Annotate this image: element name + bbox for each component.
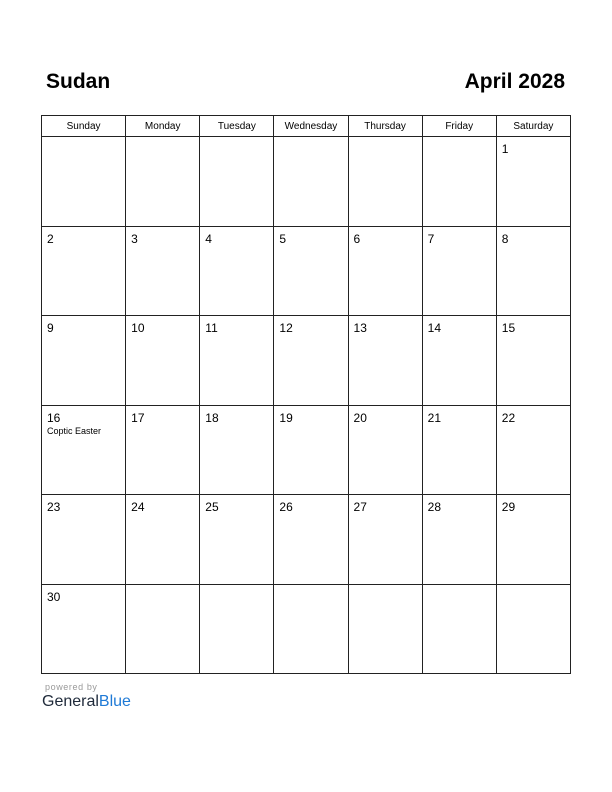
weekday-sunday: Sunday bbox=[42, 116, 126, 137]
day-number: 17 bbox=[131, 410, 145, 425]
day-cell bbox=[422, 316, 496, 406]
day-number: 24 bbox=[131, 500, 145, 514]
day-cell bbox=[200, 137, 274, 227]
day-number: 5 bbox=[279, 231, 287, 246]
day-number: 25 bbox=[205, 500, 219, 514]
day-cell bbox=[496, 405, 570, 495]
day-number: 4 bbox=[205, 231, 212, 246]
day-number: 11 bbox=[205, 321, 218, 335]
day-cell bbox=[348, 584, 422, 674]
day-number: 9 bbox=[47, 321, 54, 335]
day-cell bbox=[42, 495, 126, 585]
day-number: 23 bbox=[47, 500, 61, 514]
weekday-saturday: Saturday bbox=[496, 116, 570, 137]
day-cell bbox=[422, 405, 496, 495]
day-number: 10 bbox=[131, 321, 145, 335]
day-cell bbox=[348, 137, 422, 227]
day-cell bbox=[126, 316, 200, 406]
day-cell bbox=[126, 495, 200, 585]
day-cell bbox=[422, 584, 496, 674]
day-cell bbox=[422, 137, 496, 227]
day-cell bbox=[274, 584, 348, 674]
day-number: 29 bbox=[501, 500, 516, 514]
day-number: 15 bbox=[501, 321, 516, 335]
week-row bbox=[42, 495, 571, 585]
day-cell bbox=[42, 584, 126, 674]
weekday-header-row bbox=[42, 116, 571, 137]
week-row bbox=[42, 226, 571, 316]
brand-blue-text: Blue bbox=[98, 693, 131, 710]
day-cell bbox=[42, 405, 126, 495]
day-cell bbox=[200, 495, 274, 585]
day-cell bbox=[274, 226, 348, 316]
day-cell bbox=[274, 495, 348, 585]
day-cell bbox=[422, 226, 496, 316]
generalblue-logo[interactable] bbox=[42, 693, 131, 711]
day-cell bbox=[126, 584, 200, 674]
weekday-wednesday: Wednesday bbox=[274, 116, 348, 137]
calendar-grid bbox=[41, 115, 571, 674]
weekday-friday: Friday bbox=[422, 116, 496, 137]
day-cell bbox=[496, 584, 570, 674]
day-cell bbox=[348, 495, 422, 585]
day-cell bbox=[348, 405, 422, 495]
day-number: 1 bbox=[501, 142, 509, 156]
brand-general-text: General bbox=[42, 693, 99, 710]
day-cell bbox=[42, 226, 126, 316]
day-cell bbox=[274, 316, 348, 406]
day-cell bbox=[274, 137, 348, 227]
day-number: 19 bbox=[279, 410, 293, 425]
day-number: 27 bbox=[353, 500, 367, 514]
day-number: 18 bbox=[205, 410, 219, 425]
day-number: 14 bbox=[427, 321, 442, 335]
country-title: Sudan bbox=[46, 70, 111, 93]
day-number: 7 bbox=[427, 231, 435, 246]
week-row bbox=[42, 584, 571, 674]
day-number: 12 bbox=[279, 321, 293, 335]
day-cell bbox=[126, 405, 200, 495]
holiday-label: Coptic Easter bbox=[47, 425, 102, 436]
weekday-thursday: Thursday bbox=[348, 116, 422, 137]
week-row bbox=[42, 405, 571, 495]
day-cell bbox=[126, 226, 200, 316]
day-number: 21 bbox=[427, 410, 442, 425]
day-cell bbox=[496, 137, 570, 227]
powered-by-label: powered by bbox=[45, 682, 98, 692]
day-cell bbox=[422, 495, 496, 585]
day-cell bbox=[200, 405, 274, 495]
month-title: April 2028 bbox=[464, 70, 565, 93]
day-cell bbox=[200, 226, 274, 316]
day-number: 2 bbox=[47, 231, 54, 246]
day-cell bbox=[274, 405, 348, 495]
day-cell bbox=[496, 316, 570, 406]
day-number: 13 bbox=[353, 321, 367, 335]
day-number: 6 bbox=[353, 231, 361, 246]
weekday-monday: Monday bbox=[126, 116, 200, 137]
week-row bbox=[42, 316, 571, 406]
weekday-tuesday: Tuesday bbox=[200, 116, 274, 137]
day-cell bbox=[42, 316, 126, 406]
day-number: 20 bbox=[353, 410, 367, 425]
day-cell bbox=[42, 137, 126, 227]
day-number: 26 bbox=[279, 500, 293, 514]
week-row bbox=[42, 137, 571, 227]
day-cell bbox=[200, 584, 274, 674]
day-cell bbox=[496, 495, 570, 585]
day-cell bbox=[348, 226, 422, 316]
day-cell bbox=[126, 137, 200, 227]
day-number: 30 bbox=[47, 589, 61, 604]
day-cell bbox=[200, 316, 274, 406]
day-number: 16 bbox=[47, 410, 61, 425]
day-cell bbox=[496, 226, 570, 316]
day-number: 8 bbox=[501, 231, 509, 246]
day-cell bbox=[348, 316, 422, 406]
day-number: 28 bbox=[427, 500, 442, 514]
day-number: 22 bbox=[501, 410, 516, 425]
day-number: 3 bbox=[131, 231, 138, 246]
